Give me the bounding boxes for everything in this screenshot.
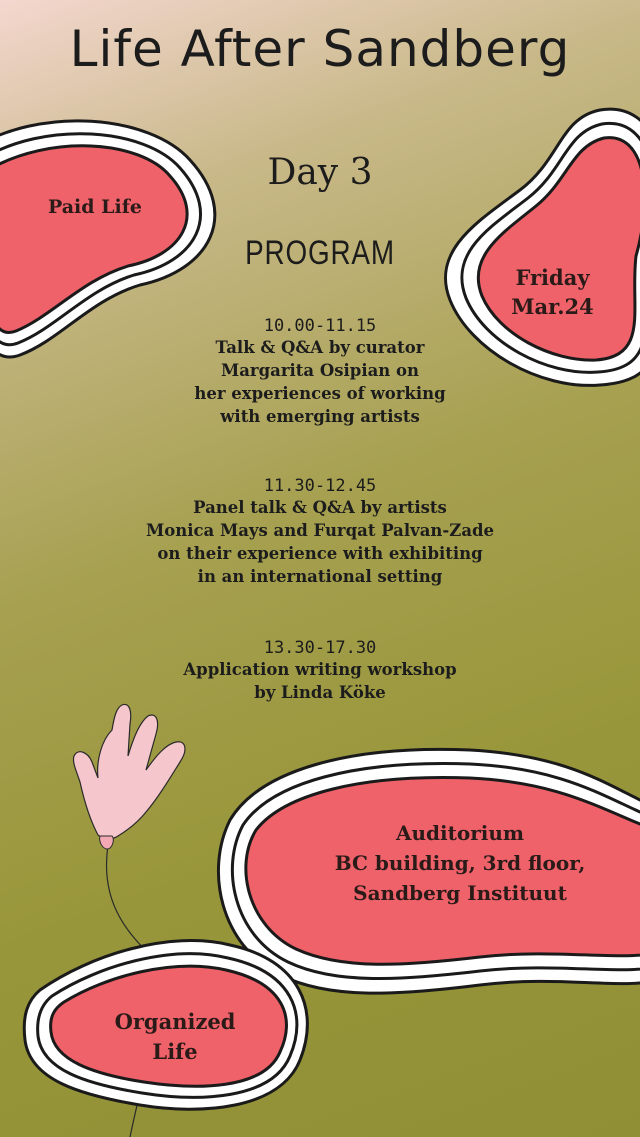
day-label: Day 3 — [267, 152, 373, 193]
organized-line1: Organized — [114, 1009, 236, 1034]
event-line: on their experience with exhibiting — [157, 544, 483, 563]
location-institute: Sandberg Instituut — [353, 881, 567, 905]
event-time: 10.00-11.15 — [263, 316, 377, 336]
event-line: Panel talk & Q&A by artists — [193, 498, 447, 517]
blob-label-organized-life — [80, 1007, 270, 1067]
event-line: in an international setting — [197, 567, 443, 586]
location-room: Auditorium — [395, 821, 525, 845]
blob-label-date — [480, 263, 625, 321]
event-line: Talk & Q&A by curator — [215, 338, 425, 357]
event-1 — [0, 316, 640, 428]
event-line: with emerging artists — [220, 407, 420, 426]
date-weekday: Friday — [515, 265, 590, 290]
organized-line2: Life — [152, 1039, 198, 1064]
event-time: 13.30-17.30 — [263, 638, 377, 658]
event-3 — [0, 638, 640, 704]
program-heading: PROGRAM — [245, 234, 395, 272]
poster-title: Life After Sandberg — [69, 20, 571, 78]
location-building: BC building, 3rd floor, — [334, 851, 586, 875]
event-2 — [0, 476, 640, 588]
blob-label-paid-life: Paid Life — [47, 196, 143, 218]
event-line: by Linda Köke — [254, 683, 386, 702]
hand-balloon-icon — [73, 704, 184, 848]
event-time: 11.30-12.45 — [263, 476, 377, 496]
blob-label-location — [280, 818, 640, 908]
date-day: Mar.24 — [511, 294, 594, 319]
event-line: Application writing workshop — [183, 660, 457, 679]
event-line: Monica Mays and Furqat Palvan-Zade — [145, 521, 495, 540]
event-line: Margarita Osipian on — [220, 361, 420, 380]
event-line: her experiences of working — [194, 384, 446, 403]
